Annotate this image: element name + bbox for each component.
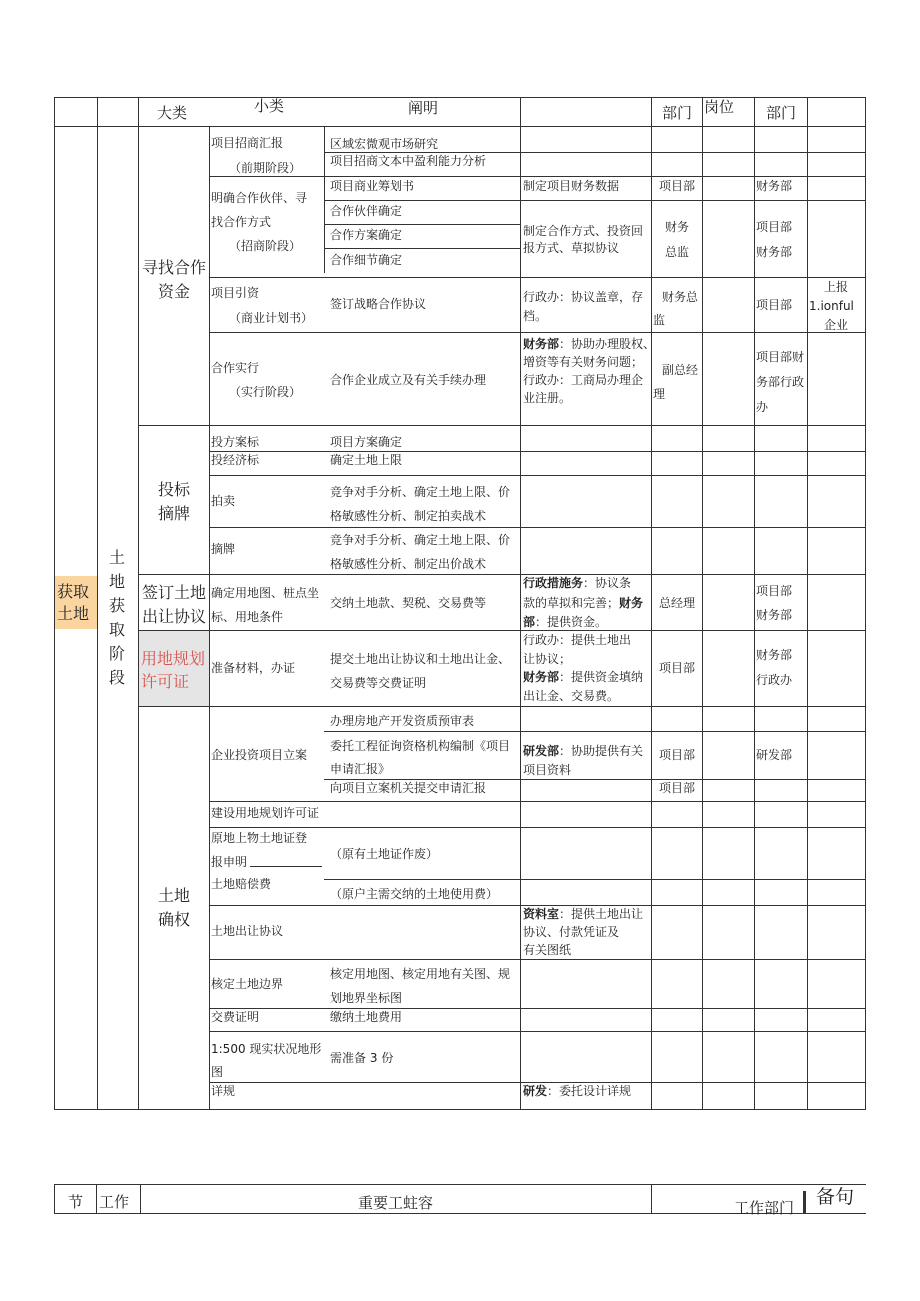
table-cell: 项目招商文本中盈利能力分析 [330,154,487,168]
stage-name-char: 取 [109,620,126,639]
table-cell: 缴纳土地费用 [330,1010,403,1024]
text: ：提供土地出让 [559,907,644,921]
category-sign-1: 签订土地 [142,583,207,602]
table-cell: 项目部 [659,661,696,675]
table-cell: 合作伙伴确定 [330,204,403,218]
category-find-partner-1: 寻找合作 [142,258,207,277]
category-bid-2: 摘牌 [158,504,191,523]
bold-label: 部 [523,615,536,629]
table-cell: 档。 [523,309,548,323]
table-cell: 核定用地图、核定用地有关图、规 [330,967,511,981]
table-cell: 项目部 [756,298,793,312]
text: ：提供资金填纳 [559,670,644,684]
table-cell [523,338,655,351]
bold-label: 财务 [619,596,644,610]
table-cell: 合作方案确定 [330,228,403,242]
header-bumen-1: 部门 [662,104,693,122]
header-bumen-2: 部门 [766,104,797,122]
table-cell: 项目招商汇报 [211,136,284,150]
table-cell: 财务部 [756,245,793,259]
category-sign-2: 出让协议 [142,607,207,626]
table-cell: 报申明 [211,855,248,869]
category-confirm-2: 确权 [158,910,191,929]
table-cell [211,1043,321,1056]
text: 需准备 [330,1051,367,1065]
table-cell: 格敏感性分析、制定拍卖战术 [330,509,487,523]
table-cell: （前期阶段） [229,161,302,175]
table-cell: 合作细节确定 [330,253,403,267]
text: ：协助办理股权、 [559,337,656,351]
table-cell: 制定项目财务数据 [523,179,620,193]
table-cell: 业注册。 [523,391,572,405]
text: ：协助提供有关 [559,744,644,758]
table-cell: 合作企业成立及有关手续办理 [330,373,487,387]
table-cell: 核定土地边界 [211,977,284,991]
table-cell: 图 [211,1065,224,1079]
table-cell: 拍卖 [211,494,236,508]
category-confirm-1: 土地 [158,886,191,905]
table-cell: 监 [653,313,666,327]
footer-col-content: 重要工蛀容 [358,1194,434,1212]
header-dalei: 大类 [157,104,188,122]
text: 份 [381,1051,394,1065]
table-cell: 项目部 [659,748,696,762]
table-cell: 格敏感性分析、制定出价战术 [330,557,487,571]
table-cell [523,616,607,629]
table-cell: 确定土地上限 [330,453,403,467]
table-cell: 项目引资 [211,286,260,300]
text: ：协议条 [583,576,632,590]
table-cell: 提交土地出让协议和土地出让金、 [330,652,511,666]
stage-name-char: 地 [109,572,126,591]
table-cell: 合作实行 [211,361,260,375]
text: 款的草拟和完善； [523,596,620,610]
stage-name-char: 段 [109,668,126,687]
table-cell: 办 [756,400,769,414]
table-cell: 委托工程征询资格机构编制《项目 [330,739,511,753]
table-cell: 竞争对手分析、确定土地上限、价 [330,533,511,547]
table-cell: 财务部 [756,179,793,193]
table-cell: 详规 [211,1084,236,1098]
table-cell: 向项目立案机关提交申请汇报 [330,781,487,795]
table-cell: 交费证明 [211,1010,260,1024]
table-cell: 申请汇报》 [330,762,391,776]
table-cell: 行政办：协议盖章，存 [523,290,644,304]
table-cell: 交纳土地款、契税、交易费等 [330,596,487,610]
category-find-partner-2: 资金 [158,282,191,301]
stage-name-char: 阶 [109,644,126,663]
table-cell: 报方式、草拟协议 [523,241,620,255]
table-cell: 财务部 [756,608,793,622]
table-cell: 办理房地产开发资质预审表 [330,714,475,728]
table-cell: 有关图纸 [523,943,572,957]
table-cell: 增资等有关财务问题； [523,355,644,369]
table-cell: 理 [653,387,666,401]
table-cell: 企业投资项目立案 [211,748,308,762]
table-cell: 项目部 [659,781,696,795]
category-permit-1: 用地规划 [141,649,206,668]
table-cell [523,577,631,590]
category-permit-bg [139,631,209,706]
header-chanming: 阐明 [408,99,439,117]
table-cell: 签订战略合作协议 [330,297,427,311]
table-cell [523,745,643,758]
table-cell: 准备材料，办证 [211,661,296,675]
table-cell: 行政办 [756,673,793,687]
table-cell: 制定合作方式、投资回 [523,224,644,238]
table-cell: 交易费等交费证明 [330,676,427,690]
table-cell: 标、用地条件 [211,610,284,624]
table-cell: 项目部 [756,220,793,234]
table-cell: 投方案标 [211,435,260,449]
table-cell: （原有土地证作废） [330,847,439,861]
table-cell: 财务部 [756,648,793,662]
footer-col-section: 节 [68,1193,84,1211]
table-cell: 项目部财 [756,350,805,364]
table-cell: 土地出让协议 [211,924,284,938]
header-xiaolei: 小类 [254,97,285,115]
stage-name-char: 获 [109,596,126,615]
table-cell: （实行阶段） [229,385,302,399]
category-bid-1: 投标 [158,480,191,499]
bold-label: 研发部 [523,744,560,758]
bold-label: 财务部 [523,670,560,684]
table-cell: 财务 [665,220,690,234]
table-cell: 总监 [665,245,690,259]
bold-label: 行政措施务 [523,576,584,590]
table-cell [523,597,643,610]
table-cell: 总经理 [659,596,696,610]
table-cell: 项目方案确定 [330,435,403,449]
table-cell: 确定用地图、桩点坐 [211,586,320,600]
table-cell [330,1052,393,1065]
category-permit-2: 许可证 [141,672,190,691]
bold-label: 财务部 [523,337,560,351]
table-cell: 找合作方式 [211,215,272,229]
bold-label: 资料室 [523,907,560,921]
table-cell: 上报 [824,280,849,294]
table-cell: （原户主需交纳的土地使用费） [330,887,499,901]
text: 1:500 [211,1042,246,1056]
table-cell: 项目部 [659,179,696,193]
footer-col-dept: 工作部门 [734,1199,795,1217]
table-cell: 划地界坐标图 [330,991,403,1005]
text: 3 [369,1051,378,1065]
table-cell: 竞争对手分析、确定土地上限、价 [330,485,511,499]
table-cell: 行政办：提供土地出 [523,633,632,647]
table-cell: 副总经 [662,363,699,377]
table-cell: 让协议； [523,652,572,666]
table-cell: 建设用地规划许可证 [211,806,320,820]
table-cell: （商业计划书） [229,311,314,325]
table-cell: 财务总 [662,290,699,304]
table-cell: （招商阶段） [229,239,302,253]
table-cell: 项目部 [756,584,793,598]
table-cell: 区域宏微观市场研究 [330,137,439,151]
table-cell [523,671,643,684]
table-cell: 出让金、交易费。 [523,689,620,703]
table-cell [523,908,643,921]
header-gangwei: 岗位 [704,98,735,116]
footer-col-work: 工作 [99,1193,130,1211]
table-cell [523,1085,631,1098]
table-cell: 企业 [824,318,849,332]
table-cell: 务部行政 [756,375,805,389]
text: 现实状况地形 [249,1042,322,1056]
table-cell: 土地赔偿费 [211,877,272,891]
table-cell: 研发部 [756,748,793,762]
text: ：提供资金。 [535,615,608,629]
table-cell: 1.ionful [809,299,854,313]
stage-left-label-1: 获取 [57,582,90,601]
text: ：委托设计详规 [547,1084,632,1098]
stage-name-char: 土 [109,548,126,567]
table-cell: 摘牌 [211,542,236,556]
table-cell: 原地上物土地证登 [211,831,308,845]
footer-col-note: 备句 [816,1186,855,1208]
table-cell: 项目资料 [523,763,572,777]
table-cell: 明确合作伙伴、寻 [211,191,308,205]
stage-left-label-2: 土地 [57,604,90,623]
table-cell: 协议、付款凭证及 [523,925,620,939]
bold-label: 研发 [523,1084,548,1098]
table-cell: 投经济标 [211,453,260,467]
table-cell: 行政办：工商局办理企 [523,373,644,387]
table-cell: 项目商业筹划书 [330,179,415,193]
